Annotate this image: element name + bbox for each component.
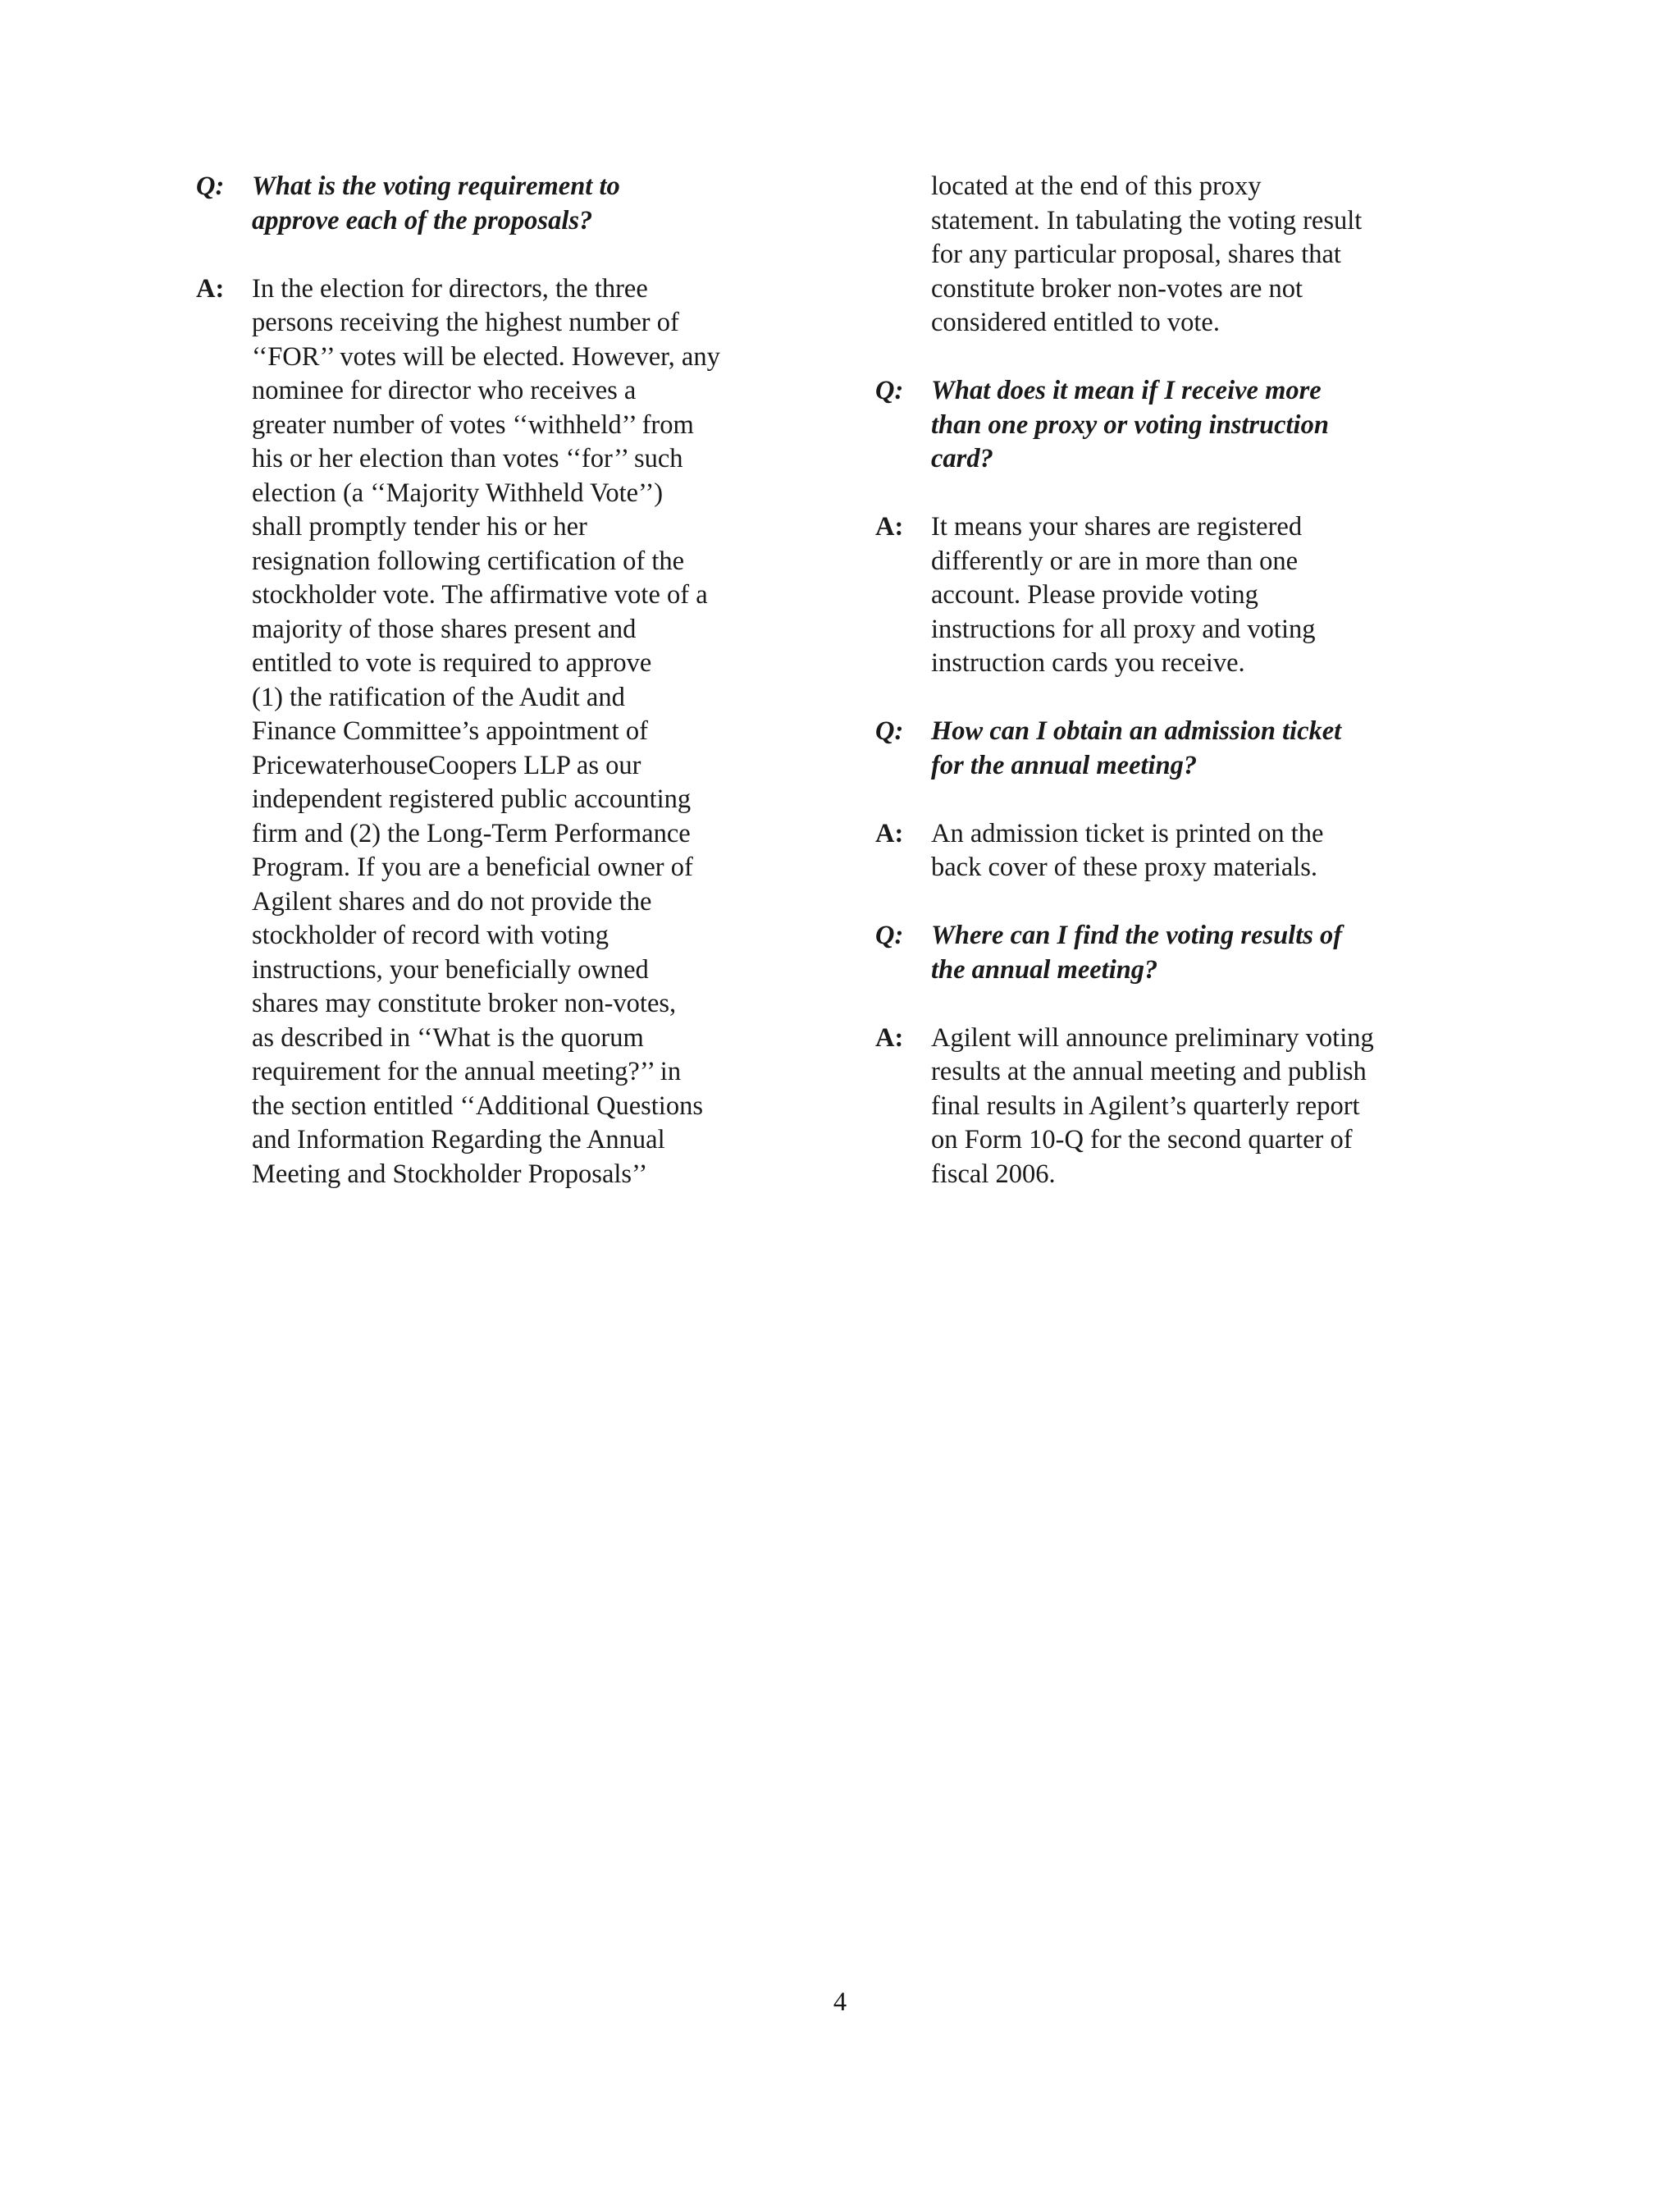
- question-label: Q:: [196, 171, 225, 201]
- answer-text: Agilent will announce preliminary voting results at the annual meeting and publish final results in Agilent’s quarterly report on Form 10-Q for the second quarter of fiscal 2006.: [931, 1022, 1374, 1189]
- spacer: [875, 885, 1499, 920]
- spacer: [875, 681, 1499, 716]
- question-admission-ticket: [875, 715, 1499, 783]
- question-voting-requirement: [196, 170, 819, 238]
- answer-text: An admission ticket is printed on the back cover of these proxy materials.: [931, 818, 1324, 882]
- answer-admission-ticket: [875, 817, 1499, 885]
- question-label: Q:: [875, 376, 904, 405]
- question-text: Where can I find the voting results of the annual meeting?: [931, 921, 1343, 985]
- answer-label: A:: [875, 1022, 904, 1053]
- spacer: [196, 238, 819, 272]
- answer-continuation-text: located at the end of this proxy statement. In tabulating the voting result for any particular proposal, shares that constitute broker non-votes are not considered entitled to vote.: [931, 171, 1363, 337]
- answer-multiple-proxy-cards: [875, 510, 1499, 681]
- question-label: Q:: [875, 716, 904, 746]
- page-number: 4: [833, 1987, 847, 2017]
- left-column: [196, 170, 819, 1191]
- spacer: [875, 783, 1499, 817]
- answer-text: In the election for directors, the three persons receiving the highest number of ‘‘FOR’’ votes will be elected. However, any nominee for director who receives a greater number of votes ‘‘withheld’’ from his or her election than votes ‘‘for’’ such election (a ‘‘Majority Withheld Vote’’) shall promptly tender his or her resignation following certification of the stockholder vote. The affirmative vote of a majority of those shares present and entitled to vote is required to approve (1) the ratification of the Audit and Finance Committee’s appointment of PricewaterhouseCoopers LLP as our independent registered public accounting firm and (2) the Long-Term Performance Program. If you are a beneficial owner of Agilent shares and do not provide the stockholder of record with voting instructions, your beneficially owned shares may constitute broker non-votes, as described in ‘‘What is the quorum requirement for the annual meeting?’’ in the section entitled ‘‘Additional Questions and Information Regarding the Annual Meeting and Stockholder Proposals’’: [252, 273, 720, 1189]
- spacer: [875, 987, 1499, 1022]
- answer-text: It means your shares are registered differently or are in more than one account. Please provide voting instructions for all proxy and voting instruction cards you receive.: [931, 512, 1316, 678]
- question-text: What does it mean if I receive more than one proxy or voting instruction card?: [931, 376, 1329, 473]
- answer-label: A:: [875, 818, 904, 848]
- question-text: What is the voting requirement to approve each of the proposals?: [252, 171, 620, 235]
- answer-voting-requirement: [196, 272, 819, 1192]
- answer-label: A:: [196, 273, 225, 304]
- question-label: Q:: [875, 921, 904, 950]
- answer-voting-results: [875, 1022, 1499, 1192]
- answer-label: A:: [875, 512, 904, 542]
- question-multiple-proxy-cards: [875, 374, 1499, 477]
- question-voting-results: [875, 919, 1499, 987]
- right-column: [875, 170, 1499, 1191]
- question-text: How can I obtain an admission ticket for the annual meeting?: [931, 716, 1342, 780]
- spacer: [875, 477, 1499, 511]
- spacer: [875, 341, 1499, 375]
